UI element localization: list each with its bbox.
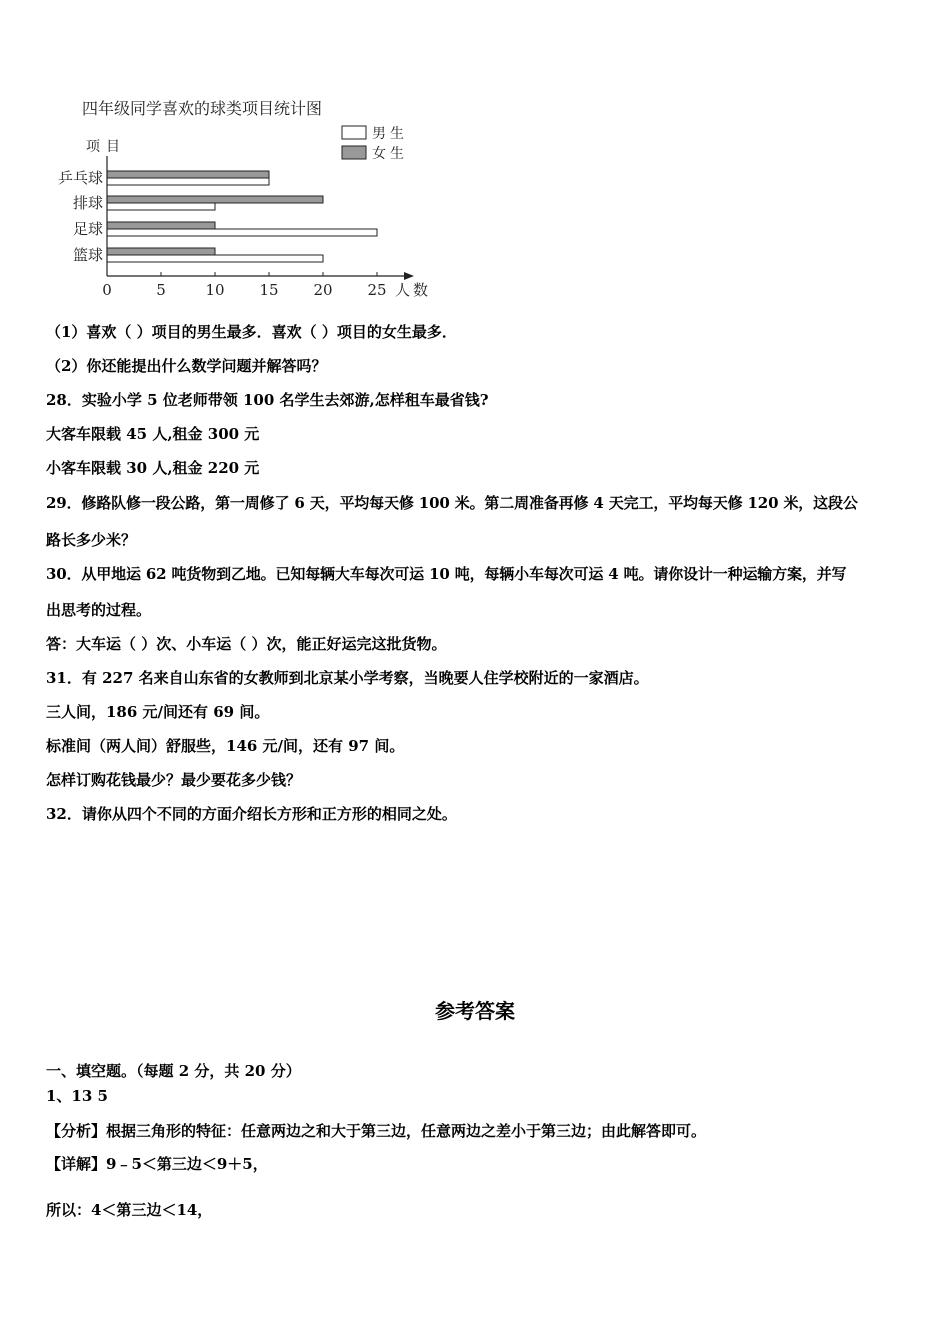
q28: 28．实验小学 5 位老师带领 100 名学生去郊游,怎样租车最省钱? — [46, 391, 489, 409]
legend-swatch-girls — [342, 146, 366, 159]
x-tick-label-2: 10 — [205, 281, 225, 299]
bar-boys-3 — [107, 255, 323, 262]
x-axis-label: 人数 — [395, 281, 432, 299]
q31-question: 怎样订购花钱最少？最少要花多少钱？ — [46, 771, 302, 789]
bar-boys-0 — [107, 178, 269, 185]
answer-1-conclusion: 所以：4＜第三边＜14， — [46, 1201, 213, 1219]
q27-part2: （2）你还能提出什么数学问题并解答吗？ — [46, 357, 327, 375]
q29-line1: 29．修路队修一段公路，第一周修了 6 天，平均每天修 100 米。第二周准备再修 4 天完工，平均每天修 120 米，这段公 — [46, 494, 858, 512]
legend-label-girls: 女生 — [372, 146, 408, 162]
x-tick-label-4: 20 — [313, 281, 333, 299]
q28-small-bus: 小客车限载 30 人,租金 220 元 — [46, 459, 260, 477]
answer-1: 1、13 5 — [46, 1087, 108, 1105]
q32: 32．请你从四个不同的方面介绍长方形和正方形的相同之处。 — [46, 805, 457, 823]
q30-line1: 30．从甲地运 62 吨货物到乙地。已知每辆大车每次可运 10 吨，每辆小车每次可运 4 吨。请你设计一种运输方案，并写 — [46, 565, 847, 583]
bar-boys-1 — [107, 203, 215, 210]
q27-part1: （1）喜欢（ ）项目的男生最多．喜欢（ ）项目的女生最多． — [46, 323, 457, 341]
chart-title: 四年级同学喜欢的球类项目统计图 — [82, 99, 323, 118]
bar-girls-1 — [107, 196, 323, 203]
answer-title: 参考答案 — [435, 999, 515, 1023]
bar-girls-0 — [107, 171, 269, 178]
bar-girls-3 — [107, 248, 215, 255]
legend — [342, 125, 408, 162]
x-tick-label-1: 5 — [156, 281, 166, 299]
q30-answer: 答：大车运（ ）次、小车运（ ）次，能正好运完这批货物。 — [46, 635, 447, 653]
q30-line2: 出思考的过程。 — [46, 601, 152, 619]
x-axis-arrow — [404, 272, 414, 280]
ball-sports-bar-chart — [40, 92, 450, 302]
bar-boys-2 — [107, 229, 377, 236]
category-label-1: 排球 — [72, 194, 103, 212]
answer-1-analysis: 【分析】根据三角形的特征：任意两边之和大于第三边，任意两边之差小于第三边；由此解答即可。 — [46, 1122, 707, 1140]
category-label-0: 乒乓球 — [57, 169, 103, 187]
category-label-3: 篮球 — [72, 246, 103, 264]
legend-swatch-boys — [342, 126, 366, 139]
x-tick-label-3: 15 — [259, 281, 279, 299]
q31-double-room: 标准间（两人间）舒服些，146 元/间，还有 97 间。 — [46, 737, 405, 755]
category-label-2: 足球 — [72, 220, 103, 238]
x-tick-label-0: 0 — [102, 281, 112, 299]
q29-line2: 路长多少米？ — [46, 531, 137, 549]
x-tick-label-5: 25 — [367, 281, 387, 299]
q31: 31．有 227 名来自山东省的女教师到北京某小学考察，当晚要人住学校附近的一家酒店。 — [46, 669, 649, 687]
answer-1-detail: 【详解】9﹣5＜第三边＜9＋5， — [46, 1155, 268, 1173]
legend-label-boys: 男生 — [372, 126, 408, 142]
bar-girls-2 — [107, 222, 215, 229]
q28-big-bus: 大客车限载 45 人,租金 300 元 — [46, 425, 260, 443]
y-axis-label: 项目 — [86, 139, 126, 155]
q31-triple-room: 三人间，186 元/间还有 69 间。 — [46, 703, 270, 721]
section1-heading: 一、填空题。（每题 2 分，共 20 分） — [46, 1062, 301, 1080]
